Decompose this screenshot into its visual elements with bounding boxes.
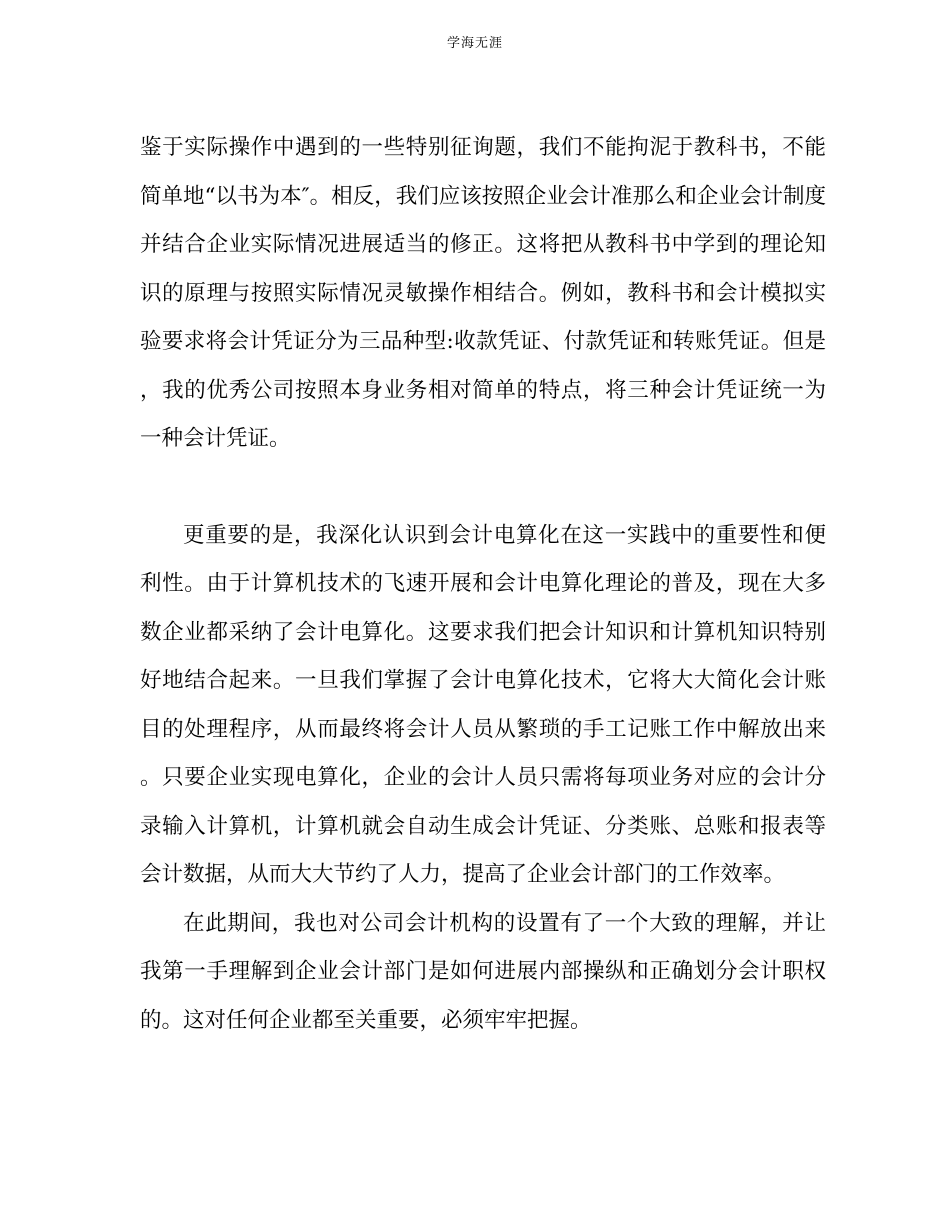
page-header: 学海无涯 <box>446 36 503 51</box>
paragraph-2: 更重要的是，我深化认识到会计电算化在这一实践中的重要性和便利性。由于计算机技术的飞速开展和会计电算化理论的普及，现在大多数企业都采纳了会计电算化。这要求我们把会计知识和计算机知识特别好地结合起来。一旦我们掌握了会计电算化技术，它将大大简化会计账目的处理程序，从而最终将会计人员从繁琐的手工记账工作中解放出来。只要企业实现电算化，企业的会计人员只需将每项业务对应的会计分录输入计算机，计算机就会自动生成会计凭证、分类账、总账和报表等会计数据，从而大大节约了人力，提高了企业会计部门的工作效率。 <box>140 522 826 887</box>
document-body <box>140 124 826 1045</box>
paragraph-3: 在此期间，我也对公司会计机构的设置有了一个大致的理解，并让我第一手理解到企业会计部门是如何进展内部操纵和正确划分会计职权的。这对任何企业都至关重要，必须牢牢把握。 <box>140 910 826 1033</box>
paragraph-1: 鉴于实际操作中遇到的一些特别征询题，我们不能拘泥于教科书，不能简单地“以书为本″。相反，我们应该按照企业会计准那么和企业会计制度并结合企业实际情况进展适当的修正。这将把从教科书中学到的理论知识的原理与按照实际情况灵敏操作相结合。例如，教科书和会计模拟实验要求将会计凭证分为三品种型:收款凭证、付款凭证和转账凭证。但是，我的优秀公司按照本身业务相对简单的特点，将三种会计凭证统一为一种会计凭证。 <box>140 135 826 451</box>
